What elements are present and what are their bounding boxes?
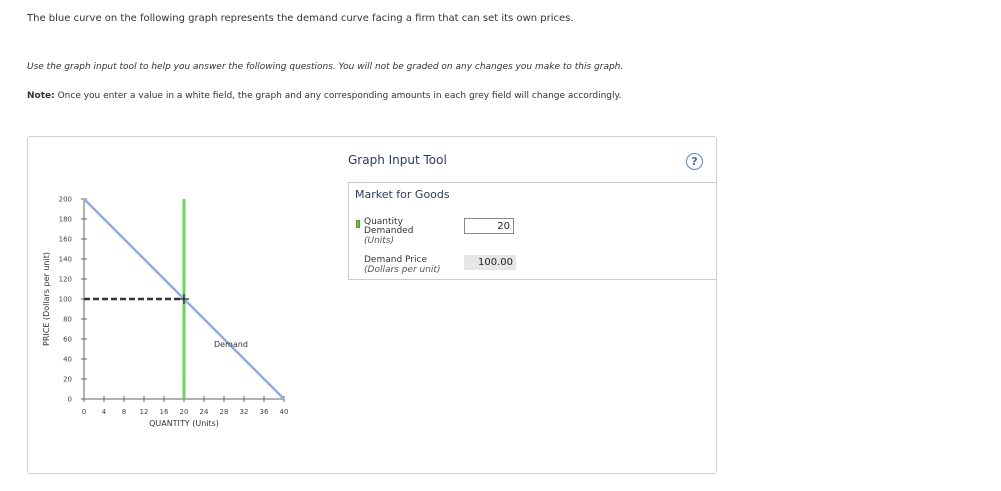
x-tick-label: 16 <box>159 408 169 416</box>
price-unit: (Dollars per unit) <box>364 265 441 275</box>
graph-panel <box>27 136 717 474</box>
demand-graph[interactable] <box>28 137 348 473</box>
y-tick-label: 60 <box>63 335 72 344</box>
market-box <box>348 182 716 280</box>
y-tick-label: 100 <box>58 295 72 304</box>
y-tick-label: 160 <box>58 235 72 244</box>
x-tick-label: 20 <box>179 408 189 416</box>
price-label: Demand Price <box>364 255 427 265</box>
y-tick-label: 80 <box>63 315 72 324</box>
graph-input-tool <box>348 137 716 282</box>
instruction-text: Use the graph input tool to help you answer the following questions. You will not be graded on any changes you make to this graph. <box>27 62 624 72</box>
intro-text: The blue curve on the following graph represents the demand curve facing a firm that can set its own prices. <box>27 13 574 24</box>
x-tick-label: 28 <box>219 408 229 416</box>
y-tick-label: 200 <box>58 195 72 204</box>
y-tick-label: 40 <box>63 355 72 364</box>
note-text <box>27 91 621 101</box>
y-tick-label: 140 <box>58 255 72 264</box>
x-tick-label: 32 <box>239 408 249 416</box>
y-tick-label: 120 <box>58 275 72 284</box>
quantity-swatch-icon <box>356 220 360 228</box>
quantity-label: Quantity Demanded <box>364 217 414 236</box>
x-tick-label: 8 <box>121 408 127 416</box>
tool-title: Graph Input Tool <box>348 153 447 167</box>
x-tick-label: 24 <box>199 408 209 416</box>
x-tick-label: 36 <box>259 408 269 416</box>
x-axis-label: QUANTITY (Units) <box>149 419 219 428</box>
market-title: Market for Goods <box>355 188 450 201</box>
price-value: 100.00 <box>464 255 516 270</box>
x-tick-label: 0 <box>81 408 87 416</box>
y-tick-label: 20 <box>63 375 72 384</box>
y-tick-label: 0 <box>67 395 72 404</box>
quantity-unit: (Units) <box>364 236 395 246</box>
quantity-input[interactable] <box>464 218 514 234</box>
note-body: Once you enter a value in a white field, the graph and any corresponding amounts in each grey field will change accordingly. <box>54 91 622 101</box>
help-icon[interactable]: ? <box>686 153 703 170</box>
x-tick-label: 40 <box>279 408 289 416</box>
y-axis-label: PRICE (Dollars per unit) <box>42 252 51 346</box>
y-tick-label: 180 <box>58 215 72 224</box>
x-tick-label: 12 <box>139 408 149 416</box>
demand-label: Demand <box>214 340 248 349</box>
x-tick-label: 4 <box>101 408 107 416</box>
note-label: Note: <box>27 91 55 101</box>
